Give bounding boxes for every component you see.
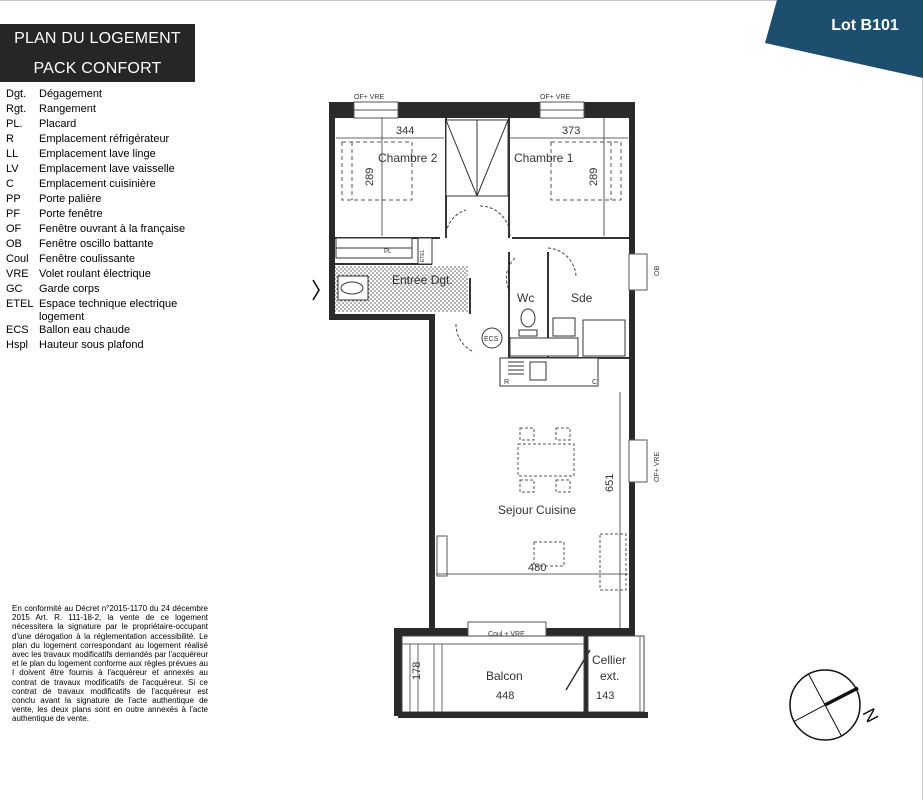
cellar-partition <box>584 636 588 716</box>
legend-abbr: LL <box>6 148 19 160</box>
legend-abbr: PL. <box>6 118 23 130</box>
dim-label-480: 480 <box>528 562 547 574</box>
south-wall-left <box>394 628 468 636</box>
room-label-bedroom1: Chambre 1 <box>514 151 574 165</box>
legend-desc: Placard <box>39 118 77 130</box>
opening-label-sejour-east: OF+ VRE <box>654 451 661 482</box>
opening-label-bedroom2: OF+ VRE <box>354 94 385 101</box>
etel-label: ETEL <box>420 249 426 262</box>
dim-label-289a: 289 <box>364 167 376 186</box>
shower-tray <box>583 320 625 356</box>
legend-desc: Fenêtre coulissante <box>39 253 135 265</box>
room-label-cellar-2: ext. <box>600 669 620 683</box>
legend-desc: Emplacement réfrigérateur <box>39 133 170 145</box>
legend-abbr: ECS <box>6 324 29 336</box>
door-arc-sde <box>548 248 576 276</box>
dim-label-344: 344 <box>396 125 415 137</box>
legend-abbr: GC <box>6 283 23 295</box>
west-wall-upper <box>329 102 335 320</box>
opening-label-sejour-south: Coul + VRE <box>488 631 525 638</box>
legend-desc: Fenêtre ouvrant à la française <box>39 223 186 235</box>
door-arc-bedroom1 <box>480 206 510 236</box>
table-top <box>518 444 574 476</box>
chair <box>556 428 570 440</box>
legend-desc: Dégagement <box>39 88 102 100</box>
legend-desc: Emplacement cuisinière <box>39 178 156 190</box>
title-line-1: PLAN DU LOGEMENT <box>14 30 181 47</box>
legend-abbr: LV <box>6 163 19 175</box>
south-wall-right <box>546 628 635 636</box>
legend-desc: Ballon eau chaude <box>39 324 131 336</box>
title-line-2: PACK CONFORT <box>33 60 162 77</box>
dim-label-651: 651 <box>604 473 616 492</box>
legal-notice: En conformité au Décret n°2015-1170 du 24 décembre 2015 Art. R. 111-18-2, la vente de ce logement nécessitera la signature par le propriétaire-occupant d'une dérogation à la réglementation accessibilité. Le plan du logement correspondant au logement réalisé avec les travaux modificatifs demandés par l'acquéreur et le plan du logement conforme aux règles prévues au I doivent être fournis à l'acquéreur et annexés au contrat de travaux modificatifs de l'acquéreur. Si ce contrat de travaux modificatifs de l'acquéreur est conclu avant la signature de l'acte authentique de vente, les deux plans sont en outre annexés à l'acte authentique de vente. <box>12 604 208 724</box>
door-arc-bedroom2 <box>446 210 466 238</box>
dim-label-373: 373 <box>562 125 581 137</box>
window-sejour-east <box>629 440 647 482</box>
legend-abbr: Rgt. <box>6 103 27 115</box>
legend-abbr: OB <box>6 238 22 250</box>
room-label-sejour: Sejour Cuisine <box>498 503 577 517</box>
room-label-balcony: Balcon <box>486 669 523 683</box>
legend-desc: Emplacement lave vaisselle <box>39 163 175 175</box>
legend-abbr: VRE <box>6 268 29 280</box>
legend-desc: Porte fenêtre <box>39 208 103 220</box>
room-label-entry: Entrée Dgt. <box>392 273 453 287</box>
dining-table <box>518 428 574 492</box>
legend-abbr: R <box>6 133 14 145</box>
legend-desc: Fenêtre oscillo battante <box>39 238 154 250</box>
ecs-label: ECS <box>484 336 499 343</box>
east-wall <box>629 102 635 632</box>
radiator <box>437 536 447 576</box>
chair <box>520 428 534 440</box>
sofa <box>600 534 626 590</box>
kitchen-sink <box>530 362 546 380</box>
lot-label: Lot B101 <box>831 17 899 34</box>
legend-abbr: OF <box>6 223 22 235</box>
legend-desc: Emplacement lave linge <box>39 148 156 160</box>
room-label-wc: Wc <box>517 291 535 305</box>
cooker-label: C <box>592 379 598 386</box>
dim-label-448: 448 <box>496 690 515 702</box>
legend-desc: Porte palière <box>39 193 102 205</box>
sde-sink <box>553 318 575 336</box>
dim-label-143: 143 <box>596 690 615 702</box>
legend-abbr: Hspl <box>6 339 29 351</box>
legend-abbr: Coul <box>6 253 29 265</box>
balcony-west-wall <box>394 628 402 716</box>
legend-desc: Espace technique electrique logement <box>39 298 178 323</box>
placard-label: PL <box>384 249 392 255</box>
compass <box>790 670 882 740</box>
compass-needle <box>825 688 858 705</box>
legend-abbr: C <box>6 178 14 190</box>
entry-door-marker <box>313 280 319 300</box>
legend-desc: Garde corps <box>39 283 100 295</box>
chair <box>556 480 570 492</box>
door-arc-entry <box>456 324 474 352</box>
legend-abbr: PF <box>6 208 21 220</box>
toilet-bowl <box>521 309 535 327</box>
legend-desc: Rangement <box>39 103 96 115</box>
legend-desc: Hauteur sous plafond <box>39 339 144 351</box>
opening-label-bedroom1: OF+ VRE <box>540 94 571 101</box>
door-arc-wc <box>506 258 515 292</box>
compass-north-label: N <box>858 704 883 726</box>
chair <box>520 480 534 492</box>
toilet-tank <box>519 330 537 336</box>
opening-label-sde: OB <box>654 265 661 276</box>
legend-abbr: Dgt. <box>6 88 27 100</box>
window-sde <box>629 254 647 290</box>
fridge-label: R <box>504 379 510 386</box>
room-label-sde: Sde <box>571 291 593 305</box>
dim-label-178: 178 <box>411 661 423 680</box>
sde-counter <box>510 338 578 356</box>
south-entry-wall <box>329 314 432 320</box>
legend-abbr: ETEL <box>6 298 34 310</box>
balcony-edge <box>398 712 648 718</box>
legend-abbr: PP <box>6 193 21 205</box>
dim-label-289b: 289 <box>588 167 600 186</box>
west-wall-lower <box>429 314 435 632</box>
room-label-cellar-1: Cellier <box>592 653 627 667</box>
legend-desc: Volet roulant électrique <box>39 268 151 280</box>
room-label-bedroom2: Chambre 2 <box>378 151 438 165</box>
